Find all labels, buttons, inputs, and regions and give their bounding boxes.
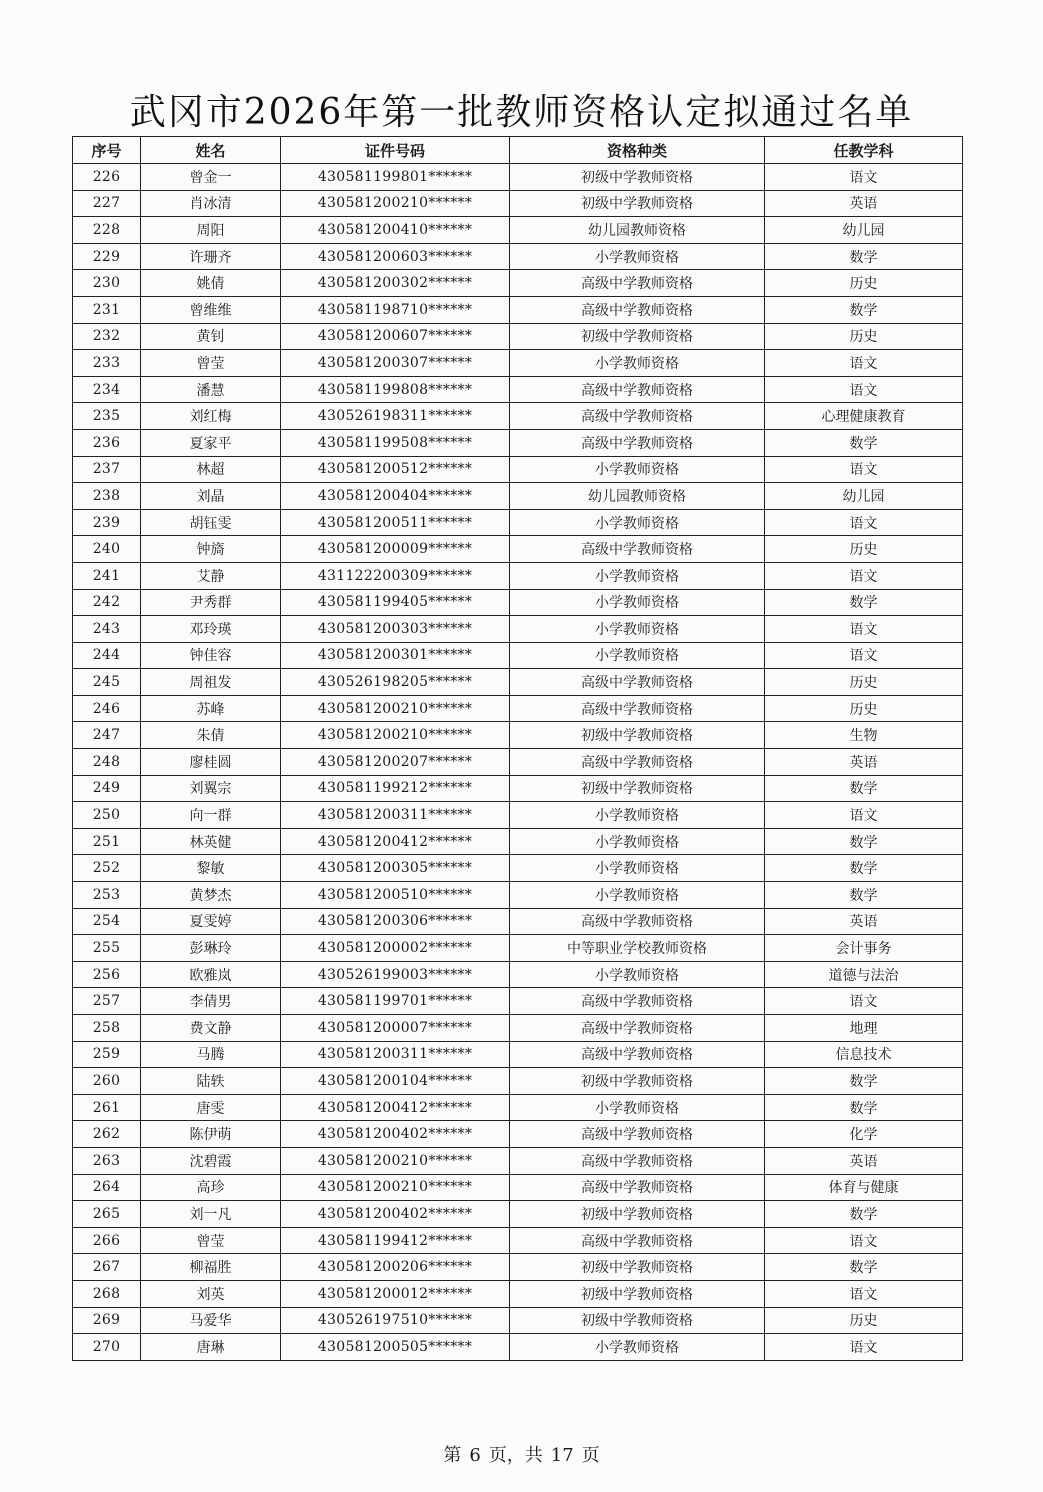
cell-serial: 246	[73, 695, 141, 722]
table-row	[73, 1254, 963, 1281]
cell-serial: 252	[73, 855, 141, 882]
cell-subject: 英语	[765, 1147, 963, 1174]
cell-qualification: 小学教师资格	[510, 1094, 765, 1121]
cell-serial: 268	[73, 1280, 141, 1307]
cell-name: 夏家平	[141, 429, 281, 456]
cell-subject: 历史	[765, 695, 963, 722]
cell-id-number: 430581200311******	[281, 802, 510, 829]
cell-name: 林超	[141, 456, 281, 483]
table-row	[73, 908, 963, 935]
cell-serial: 243	[73, 616, 141, 643]
cell-qualification: 小学教师资格	[510, 456, 765, 483]
table-row	[73, 1174, 963, 1201]
cell-subject: 语文	[765, 1227, 963, 1254]
cell-id-number: 430581200305******	[281, 855, 510, 882]
table-row	[73, 1015, 963, 1042]
cell-qualification: 幼儿园教师资格	[510, 217, 765, 244]
table-row	[73, 749, 963, 776]
cell-serial: 242	[73, 589, 141, 616]
cell-serial: 262	[73, 1121, 141, 1148]
cell-subject: 历史	[765, 536, 963, 563]
cell-name: 钟旖	[141, 536, 281, 563]
cell-serial: 229	[73, 243, 141, 270]
cell-serial: 264	[73, 1174, 141, 1201]
cell-serial: 259	[73, 1041, 141, 1068]
cell-name: 钟佳容	[141, 642, 281, 669]
cell-serial: 228	[73, 217, 141, 244]
cell-name: 尹秀群	[141, 589, 281, 616]
cell-name: 周祖发	[141, 669, 281, 696]
table-row	[73, 695, 963, 722]
cell-qualification: 小学教师资格	[510, 802, 765, 829]
cell-serial: 261	[73, 1094, 141, 1121]
cell-name: 马腾	[141, 1041, 281, 1068]
cell-name: 邓玲瑛	[141, 616, 281, 643]
cell-serial: 266	[73, 1227, 141, 1254]
cell-qualification: 初级中学教师资格	[510, 1280, 765, 1307]
cell-id-number: 430581200505******	[281, 1334, 510, 1361]
table-row	[73, 270, 963, 297]
cell-id-number: 430581200512******	[281, 456, 510, 483]
cell-name: 沈碧霞	[141, 1147, 281, 1174]
cell-name: 向一群	[141, 802, 281, 829]
cell-serial: 248	[73, 749, 141, 776]
cell-qualification: 高级中学教师资格	[510, 429, 765, 456]
cell-qualification: 小学教师资格	[510, 243, 765, 270]
cell-serial: 237	[73, 456, 141, 483]
cell-id-number: 430581200307******	[281, 350, 510, 377]
cell-name: 唐雯	[141, 1094, 281, 1121]
footer-page-number: 6	[469, 1445, 481, 1466]
cell-name: 刘一凡	[141, 1201, 281, 1228]
table-row	[73, 642, 963, 669]
cell-id-number: 430581200410******	[281, 217, 510, 244]
cell-id-number: 430581200210******	[281, 722, 510, 749]
cell-subject: 数学	[765, 429, 963, 456]
table-row	[73, 562, 963, 589]
cell-name: 曾莹	[141, 1227, 281, 1254]
table-row	[73, 536, 963, 563]
cell-name: 胡钰雯	[141, 509, 281, 536]
cell-serial: 230	[73, 270, 141, 297]
cell-qualification: 初级中学教师资格	[510, 323, 765, 350]
cell-id-number: 430581200210******	[281, 190, 510, 217]
cell-qualification: 高级中学教师资格	[510, 376, 765, 403]
cell-serial: 270	[73, 1334, 141, 1361]
cell-id-number: 430581200412******	[281, 1094, 510, 1121]
cell-subject: 历史	[765, 323, 963, 350]
cell-id-number: 431122200309******	[281, 562, 510, 589]
cell-id-number: 430581200607******	[281, 323, 510, 350]
footer-suffix: 页	[581, 1445, 600, 1466]
cell-qualification: 高级中学教师资格	[510, 695, 765, 722]
table-row	[73, 1068, 963, 1095]
cell-name: 欧雅岚	[141, 961, 281, 988]
page-footer	[0, 1441, 1043, 1467]
cell-id-number: 430581199808******	[281, 376, 510, 403]
cell-name: 艾静	[141, 562, 281, 589]
table-row	[73, 1334, 963, 1361]
cell-serial: 256	[73, 961, 141, 988]
cell-qualification: 高级中学教师资格	[510, 749, 765, 776]
table-row	[73, 403, 963, 430]
cell-qualification: 小学教师资格	[510, 616, 765, 643]
cell-name: 陆轶	[141, 1068, 281, 1095]
table-row	[73, 1227, 963, 1254]
cell-serial: 232	[73, 323, 141, 350]
cell-id-number: 430581200404******	[281, 483, 510, 510]
cell-subject: 语文	[765, 616, 963, 643]
cell-subject: 语文	[765, 509, 963, 536]
cell-subject: 信息技术	[765, 1041, 963, 1068]
cell-subject: 数学	[765, 828, 963, 855]
cell-qualification: 高级中学教师资格	[510, 403, 765, 430]
cell-name: 李倩男	[141, 988, 281, 1015]
table-row	[73, 483, 963, 510]
table-row	[73, 961, 963, 988]
cell-qualification: 初级中学教师资格	[510, 1068, 765, 1095]
cell-subject: 数学	[765, 855, 963, 882]
cell-qualification: 初级中学教师资格	[510, 1201, 765, 1228]
cell-qualification: 高级中学教师资格	[510, 1041, 765, 1068]
cell-subject: 语文	[765, 164, 963, 191]
cell-id-number: 430526198205******	[281, 669, 510, 696]
table-row	[73, 988, 963, 1015]
column-header-serial: 序号	[73, 137, 141, 164]
cell-subject: 数学	[765, 243, 963, 270]
cell-name: 夏雯婷	[141, 908, 281, 935]
cell-subject: 幼儿园	[765, 483, 963, 510]
cell-subject: 语文	[765, 988, 963, 1015]
cell-name: 黄钊	[141, 323, 281, 350]
table-row	[73, 243, 963, 270]
cell-qualification: 小学教师资格	[510, 1334, 765, 1361]
cell-qualification: 高级中学教师资格	[510, 669, 765, 696]
table-row	[73, 350, 963, 377]
cell-qualification: 初级中学教师资格	[510, 190, 765, 217]
cell-qualification: 高级中学教师资格	[510, 270, 765, 297]
cell-serial: 254	[73, 908, 141, 935]
cell-name: 姚倩	[141, 270, 281, 297]
cell-name: 刘晶	[141, 483, 281, 510]
cell-id-number: 430581198710******	[281, 296, 510, 323]
cell-name: 曾金一	[141, 164, 281, 191]
cell-id-number: 430526198311******	[281, 403, 510, 430]
cell-qualification: 中等职业学校教师资格	[510, 935, 765, 962]
cell-qualification: 小学教师资格	[510, 589, 765, 616]
cell-id-number: 430581200511******	[281, 509, 510, 536]
cell-subject: 语文	[765, 350, 963, 377]
table-row	[73, 1147, 963, 1174]
cell-qualification: 初级中学教师资格	[510, 1307, 765, 1334]
cell-qualification: 小学教师资格	[510, 961, 765, 988]
cell-id-number: 430581200402******	[281, 1121, 510, 1148]
table-row	[73, 1094, 963, 1121]
cell-id-number: 430581200207******	[281, 749, 510, 776]
cell-name: 黄梦杰	[141, 882, 281, 909]
column-header-name: 姓名	[141, 137, 281, 164]
table-row	[73, 376, 963, 403]
cell-subject: 化学	[765, 1121, 963, 1148]
cell-qualification: 小学教师资格	[510, 855, 765, 882]
cell-id-number: 430581200210******	[281, 1147, 510, 1174]
cell-name: 陈伊萌	[141, 1121, 281, 1148]
cell-name: 马爱华	[141, 1307, 281, 1334]
table-row	[73, 1307, 963, 1334]
cell-id-number: 430581200301******	[281, 642, 510, 669]
cell-name: 朱倩	[141, 722, 281, 749]
cell-id-number: 430581199701******	[281, 988, 510, 1015]
cell-id-number: 430581200412******	[281, 828, 510, 855]
approval-list-table	[72, 136, 963, 1361]
cell-serial: 267	[73, 1254, 141, 1281]
cell-id-number: 430581200510******	[281, 882, 510, 909]
cell-subject: 心理健康教育	[765, 403, 963, 430]
cell-subject: 语文	[765, 376, 963, 403]
cell-subject: 数学	[765, 1068, 963, 1095]
cell-qualification: 小学教师资格	[510, 882, 765, 909]
cell-id-number: 430581199412******	[281, 1227, 510, 1254]
cell-subject: 历史	[765, 669, 963, 696]
cell-qualification: 小学教师资格	[510, 828, 765, 855]
cell-subject: 生物	[765, 722, 963, 749]
cell-serial: 253	[73, 882, 141, 909]
cell-id-number: 430581199405******	[281, 589, 510, 616]
page-title: 武冈市2026年第一批教师资格认定拟通过名单	[129, 92, 914, 133]
cell-subject: 英语	[765, 190, 963, 217]
table-row	[73, 828, 963, 855]
cell-name: 刘红梅	[141, 403, 281, 430]
cell-serial: 231	[73, 296, 141, 323]
cell-name: 刘英	[141, 1280, 281, 1307]
table-row	[73, 802, 963, 829]
cell-name: 许珊齐	[141, 243, 281, 270]
cell-serial: 260	[73, 1068, 141, 1095]
cell-id-number: 430526199003******	[281, 961, 510, 988]
cell-qualification: 高级中学教师资格	[510, 296, 765, 323]
cell-id-number: 430581200603******	[281, 243, 510, 270]
cell-qualification: 初级中学教师资格	[510, 775, 765, 802]
cell-serial: 251	[73, 828, 141, 855]
cell-id-number: 430581200210******	[281, 1174, 510, 1201]
cell-qualification: 初级中学教师资格	[510, 1254, 765, 1281]
cell-id-number: 430526197510******	[281, 1307, 510, 1334]
cell-serial: 234	[73, 376, 141, 403]
cell-subject: 数学	[765, 775, 963, 802]
cell-id-number: 430581200007******	[281, 1015, 510, 1042]
cell-serial: 263	[73, 1147, 141, 1174]
footer-total-pages: 17	[550, 1445, 574, 1466]
cell-qualification: 小学教师资格	[510, 642, 765, 669]
cell-name: 费文静	[141, 1015, 281, 1042]
cell-serial: 226	[73, 164, 141, 191]
cell-name: 柳福胜	[141, 1254, 281, 1281]
cell-name: 曾维维	[141, 296, 281, 323]
cell-subject: 英语	[765, 749, 963, 776]
cell-qualification: 小学教师资格	[510, 562, 765, 589]
cell-subject: 历史	[765, 1307, 963, 1334]
cell-serial: 241	[73, 562, 141, 589]
cell-serial: 239	[73, 509, 141, 536]
table-row	[73, 775, 963, 802]
cell-qualification: 高级中学教师资格	[510, 988, 765, 1015]
cell-subject: 语文	[765, 802, 963, 829]
cell-name: 刘翼宗	[141, 775, 281, 802]
cell-serial: 269	[73, 1307, 141, 1334]
cell-name: 高珍	[141, 1174, 281, 1201]
cell-id-number: 430581199212******	[281, 775, 510, 802]
cell-id-number: 430581200206******	[281, 1254, 510, 1281]
table-row	[73, 429, 963, 456]
cell-id-number: 430581200306******	[281, 908, 510, 935]
table-row	[73, 1121, 963, 1148]
table-row	[73, 164, 963, 191]
cell-subject: 数学	[765, 1201, 963, 1228]
cell-serial: 250	[73, 802, 141, 829]
table-row	[73, 1041, 963, 1068]
cell-subject: 数学	[765, 882, 963, 909]
cell-name: 苏峰	[141, 695, 281, 722]
cell-qualification: 高级中学教师资格	[510, 1147, 765, 1174]
cell-name: 彭琳玲	[141, 935, 281, 962]
cell-id-number: 430581200104******	[281, 1068, 510, 1095]
cell-serial: 245	[73, 669, 141, 696]
cell-serial: 257	[73, 988, 141, 1015]
table-row	[73, 669, 963, 696]
cell-id-number: 430581200210******	[281, 695, 510, 722]
table-row	[73, 217, 963, 244]
table-row	[73, 509, 963, 536]
cell-serial: 265	[73, 1201, 141, 1228]
cell-qualification: 高级中学教师资格	[510, 1015, 765, 1042]
table-row	[73, 616, 963, 643]
cell-subject: 语文	[765, 1334, 963, 1361]
cell-id-number: 430581200002******	[281, 935, 510, 962]
cell-qualification: 高级中学教师资格	[510, 1227, 765, 1254]
cell-id-number: 430581199801******	[281, 164, 510, 191]
cell-id-number: 430581200402******	[281, 1201, 510, 1228]
cell-name: 黎敏	[141, 855, 281, 882]
cell-id-number: 430581200012******	[281, 1280, 510, 1307]
table-row	[73, 589, 963, 616]
cell-serial: 249	[73, 775, 141, 802]
table-row	[73, 882, 963, 909]
cell-subject: 数学	[765, 1094, 963, 1121]
cell-subject: 地理	[765, 1015, 963, 1042]
footer-prefix: 第	[443, 1445, 462, 1466]
table-row	[73, 456, 963, 483]
column-header-id-number: 证件号码	[281, 137, 510, 164]
cell-subject: 体育与健康	[765, 1174, 963, 1201]
cell-id-number: 430581200303******	[281, 616, 510, 643]
cell-name: 肖冰清	[141, 190, 281, 217]
cell-name: 唐琳	[141, 1334, 281, 1361]
cell-name: 林英健	[141, 828, 281, 855]
cell-qualification: 小学教师资格	[510, 350, 765, 377]
cell-qualification: 高级中学教师资格	[510, 536, 765, 563]
cell-name: 曾莹	[141, 350, 281, 377]
cell-serial: 244	[73, 642, 141, 669]
cell-serial: 233	[73, 350, 141, 377]
cell-subject: 语文	[765, 642, 963, 669]
cell-subject: 历史	[765, 270, 963, 297]
cell-serial: 236	[73, 429, 141, 456]
cell-qualification: 小学教师资格	[510, 509, 765, 536]
cell-subject: 幼儿园	[765, 217, 963, 244]
table-row	[73, 855, 963, 882]
cell-name: 周阳	[141, 217, 281, 244]
cell-id-number: 430581200009******	[281, 536, 510, 563]
cell-qualification: 高级中学教师资格	[510, 1121, 765, 1148]
cell-qualification: 初级中学教师资格	[510, 164, 765, 191]
footer-middle: 页，共	[488, 1445, 543, 1466]
cell-id-number: 430581200311******	[281, 1041, 510, 1068]
cell-serial: 255	[73, 935, 141, 962]
table-row	[73, 296, 963, 323]
table-row	[73, 323, 963, 350]
cell-subject: 道德与法治	[765, 961, 963, 988]
cell-serial: 247	[73, 722, 141, 749]
cell-subject: 会计事务	[765, 935, 963, 962]
cell-serial: 227	[73, 190, 141, 217]
cell-id-number: 430581200302******	[281, 270, 510, 297]
cell-subject: 数学	[765, 589, 963, 616]
table-row	[73, 190, 963, 217]
cell-qualification: 初级中学教师资格	[510, 722, 765, 749]
cell-id-number: 430581199508******	[281, 429, 510, 456]
column-header-qualification: 资格种类	[510, 137, 765, 164]
cell-subject: 语文	[765, 1280, 963, 1307]
table-row	[73, 722, 963, 749]
table-row	[73, 1201, 963, 1228]
cell-qualification: 幼儿园教师资格	[510, 483, 765, 510]
cell-subject: 数学	[765, 296, 963, 323]
cell-subject: 语文	[765, 562, 963, 589]
cell-qualification: 高级中学教师资格	[510, 1174, 765, 1201]
cell-subject: 语文	[765, 456, 963, 483]
column-header-subject: 任教学科	[765, 137, 963, 164]
cell-serial: 258	[73, 1015, 141, 1042]
cell-serial: 235	[73, 403, 141, 430]
cell-subject: 数学	[765, 1254, 963, 1281]
cell-subject: 英语	[765, 908, 963, 935]
cell-name: 廖桂圆	[141, 749, 281, 776]
cell-serial: 240	[73, 536, 141, 563]
cell-serial: 238	[73, 483, 141, 510]
cell-name: 潘慧	[141, 376, 281, 403]
table-header-row	[73, 137, 963, 164]
cell-qualification: 高级中学教师资格	[510, 908, 765, 935]
table-row	[73, 935, 963, 962]
table-row	[73, 1280, 963, 1307]
